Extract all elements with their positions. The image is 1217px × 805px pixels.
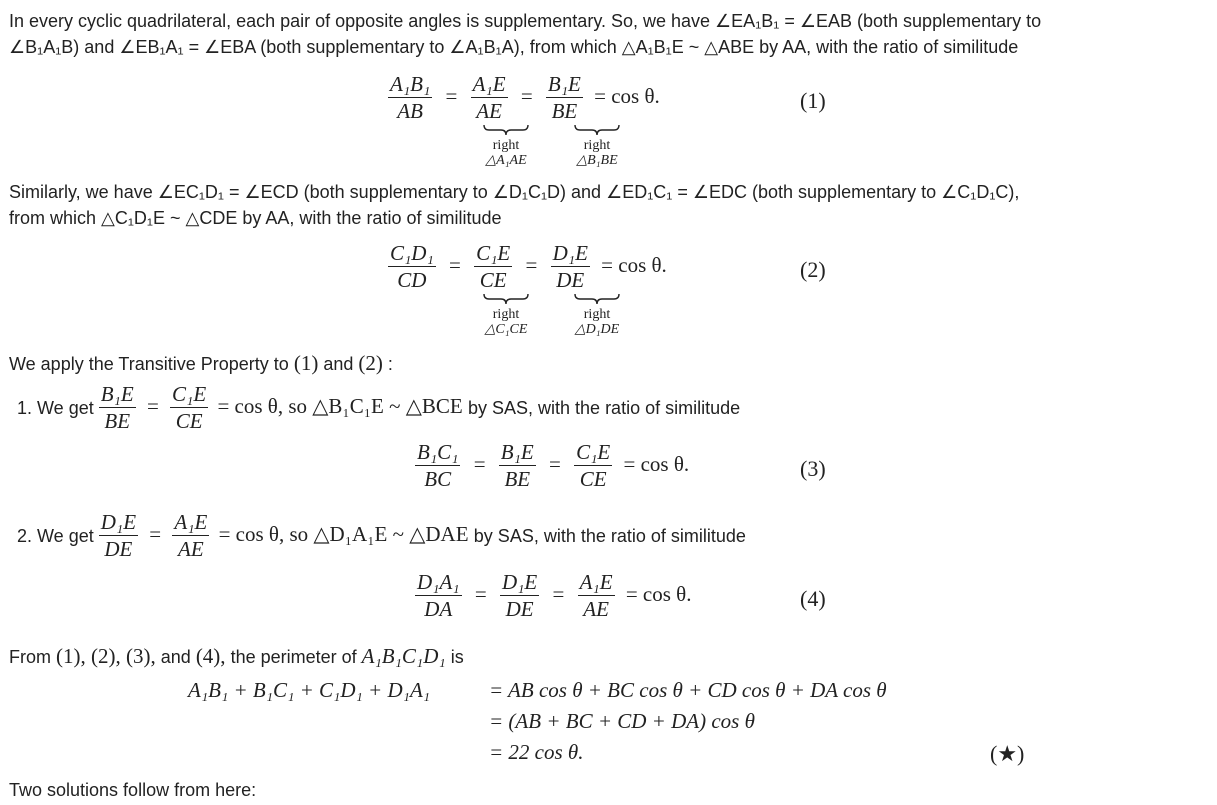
derivation-lhs: A₁B₁ + B₁C₁ + C₁D₁ + D₁A₁ xyxy=(188,678,431,702)
eq1-frac-1: $\frac{\text{A₁B₁}}{AB}$ xyxy=(390,72,431,123)
derivation-line-3: = 22 cos θ. xyxy=(489,740,584,764)
transitive-line: We apply the Transitive Property to (1) and (2) : xyxy=(9,351,393,375)
eq2-frac-2: $\frac{\text{C₁E}}{CE}$ xyxy=(476,241,511,292)
eq2-tag: (2) xyxy=(800,257,826,282)
item-1: 1. We get $\frac{\text{B₁E}}{BE}$ = $\frac{\text{C₁E}}{CE}$ = cos θ, so △B₁C₁E ~ △BCE by SAS, with the ratio of similitude xyxy=(17,382,741,433)
eq3-frac-3: $\frac{\text{C₁E}}{CE}$ xyxy=(576,440,611,491)
eq4-frac-2: $\frac{\text{D₁E}}{DE}$ xyxy=(501,570,538,621)
eq1-frac-3: $\frac{\text{B₁E}}{BE}$ xyxy=(547,72,581,123)
derivation-star-tag: (★) xyxy=(990,741,1025,766)
item2-frac-b: $\frac{\text{A₁E}}{AE}$ xyxy=(174,510,208,561)
eq1-brace-note-2: right △B₁BE xyxy=(576,138,618,168)
item-2: 2. We get $\frac{\text{D₁E}}{DE}$ = $\frac{\text{A₁E}}{AE}$ = cos θ, so △D₁A₁E ~ △DAE by SAS, with the ratio of similitude xyxy=(17,510,746,561)
item1-frac-a: $\frac{\text{B₁E}}{BE}$ xyxy=(100,382,134,433)
eq2-brace-note-2: right △D₁DE xyxy=(574,307,620,337)
closing-line: Two solutions follow from here: xyxy=(9,780,257,800)
eq2-underbrace-2 xyxy=(574,293,620,305)
eq3-tag: (3) xyxy=(800,456,826,481)
eq3-frac-2: $\frac{\text{B₁E}}{BE}$ xyxy=(500,440,534,491)
eq2-frac-3: $\frac{\text{D₁E}}{DE}$ xyxy=(552,241,588,292)
eq1-frac-2: $\frac{\text{A₁E}}{AE}$ xyxy=(472,72,506,123)
paragraph-1-line-2: ∠B₁A₁B) and ∠EB₁A₁ = ∠EBA (both supplementary to ∠A₁B₁A), from which △A₁B₁E ~ △ABE by AA, with the ratio of similitude xyxy=(9,37,1019,57)
eq1-underbrace-1 xyxy=(483,124,529,136)
equation-3: $\frac{\text{B₁C₁}}{BC}$ = $\frac{\text{B₁E}}{BE}$ = $\frac{\text{C₁E}}{CE}$ = cos θ. xyxy=(417,440,690,491)
eq1-brace-note-1: right △A₁AE xyxy=(485,138,527,168)
eq4-frac-1: $\frac{\text{D₁A₁}}{DA}$ xyxy=(417,570,460,621)
derivation-line-1: = AB cos θ + BC cos θ + CD cos θ + DA cos θ xyxy=(489,678,887,702)
derivation-line-2: = (AB + BC + CD + DA) cos θ xyxy=(489,709,755,733)
eq4-frac-3: $\frac{\text{A₁E}}{AE}$ xyxy=(579,570,613,621)
eq2-brace-note-1: right △C₁CE xyxy=(484,307,528,337)
eq2-underbrace-1 xyxy=(483,293,529,305)
eq4-tag: (4) xyxy=(800,586,826,611)
eq3-frac-1: $\frac{\text{B₁C₁}}{BC}$ xyxy=(417,440,459,491)
item1-frac-b: $\frac{\text{C₁E}}{CE}$ xyxy=(172,382,207,433)
item2-frac-a: $\frac{\text{D₁E}}{DE}$ xyxy=(100,510,137,561)
equation-2: $\frac{\text{C₁D₁}}{CD}$ = $\frac{\text{C₁E}}{CE}$ = $\frac{\text{D₁E}}{DE}$ = cos θ. xyxy=(390,241,667,292)
paragraph-1-line-1: In every cyclic quadrilateral, each pair of opposite angles is supplementary. So, we have ∠EA₁B₁ = ∠EAB (both supplementary to xyxy=(9,11,1042,31)
eq2-frac-1: $\frac{\text{C₁D₁}}{CD}$ xyxy=(390,241,434,292)
paragraph-2-line-1: Similarly, we have ∠EC₁D₁ = ∠ECD (both supplementary to ∠D₁C₁D) and ∠ED₁C₁ = ∠EDC (both supplementary to ∠C₁D₁C), xyxy=(9,182,1020,202)
equation-1: $\frac{\text{A₁B₁}}{AB}$ = $\frac{\text{A₁E}}{AE}$ = $\frac{\text{B₁E}}{BE}$ = cos θ. xyxy=(390,72,660,123)
paragraph-2-line-2: from which △C₁D₁E ~ △CDE by AA, with the ratio of similitude xyxy=(9,208,502,228)
perimeter-line: From (1), (2), (3), and (4), the perimeter of A₁B₁C₁D₁ is xyxy=(9,644,464,668)
eq1-underbrace-2 xyxy=(574,124,620,136)
eq1-tag: (1) xyxy=(800,88,826,113)
equation-4: $\frac{\text{D₁A₁}}{DA}$ = $\frac{\text{D₁E}}{DE}$ = $\frac{\text{A₁E}}{AE}$ = cos θ. xyxy=(417,570,692,621)
